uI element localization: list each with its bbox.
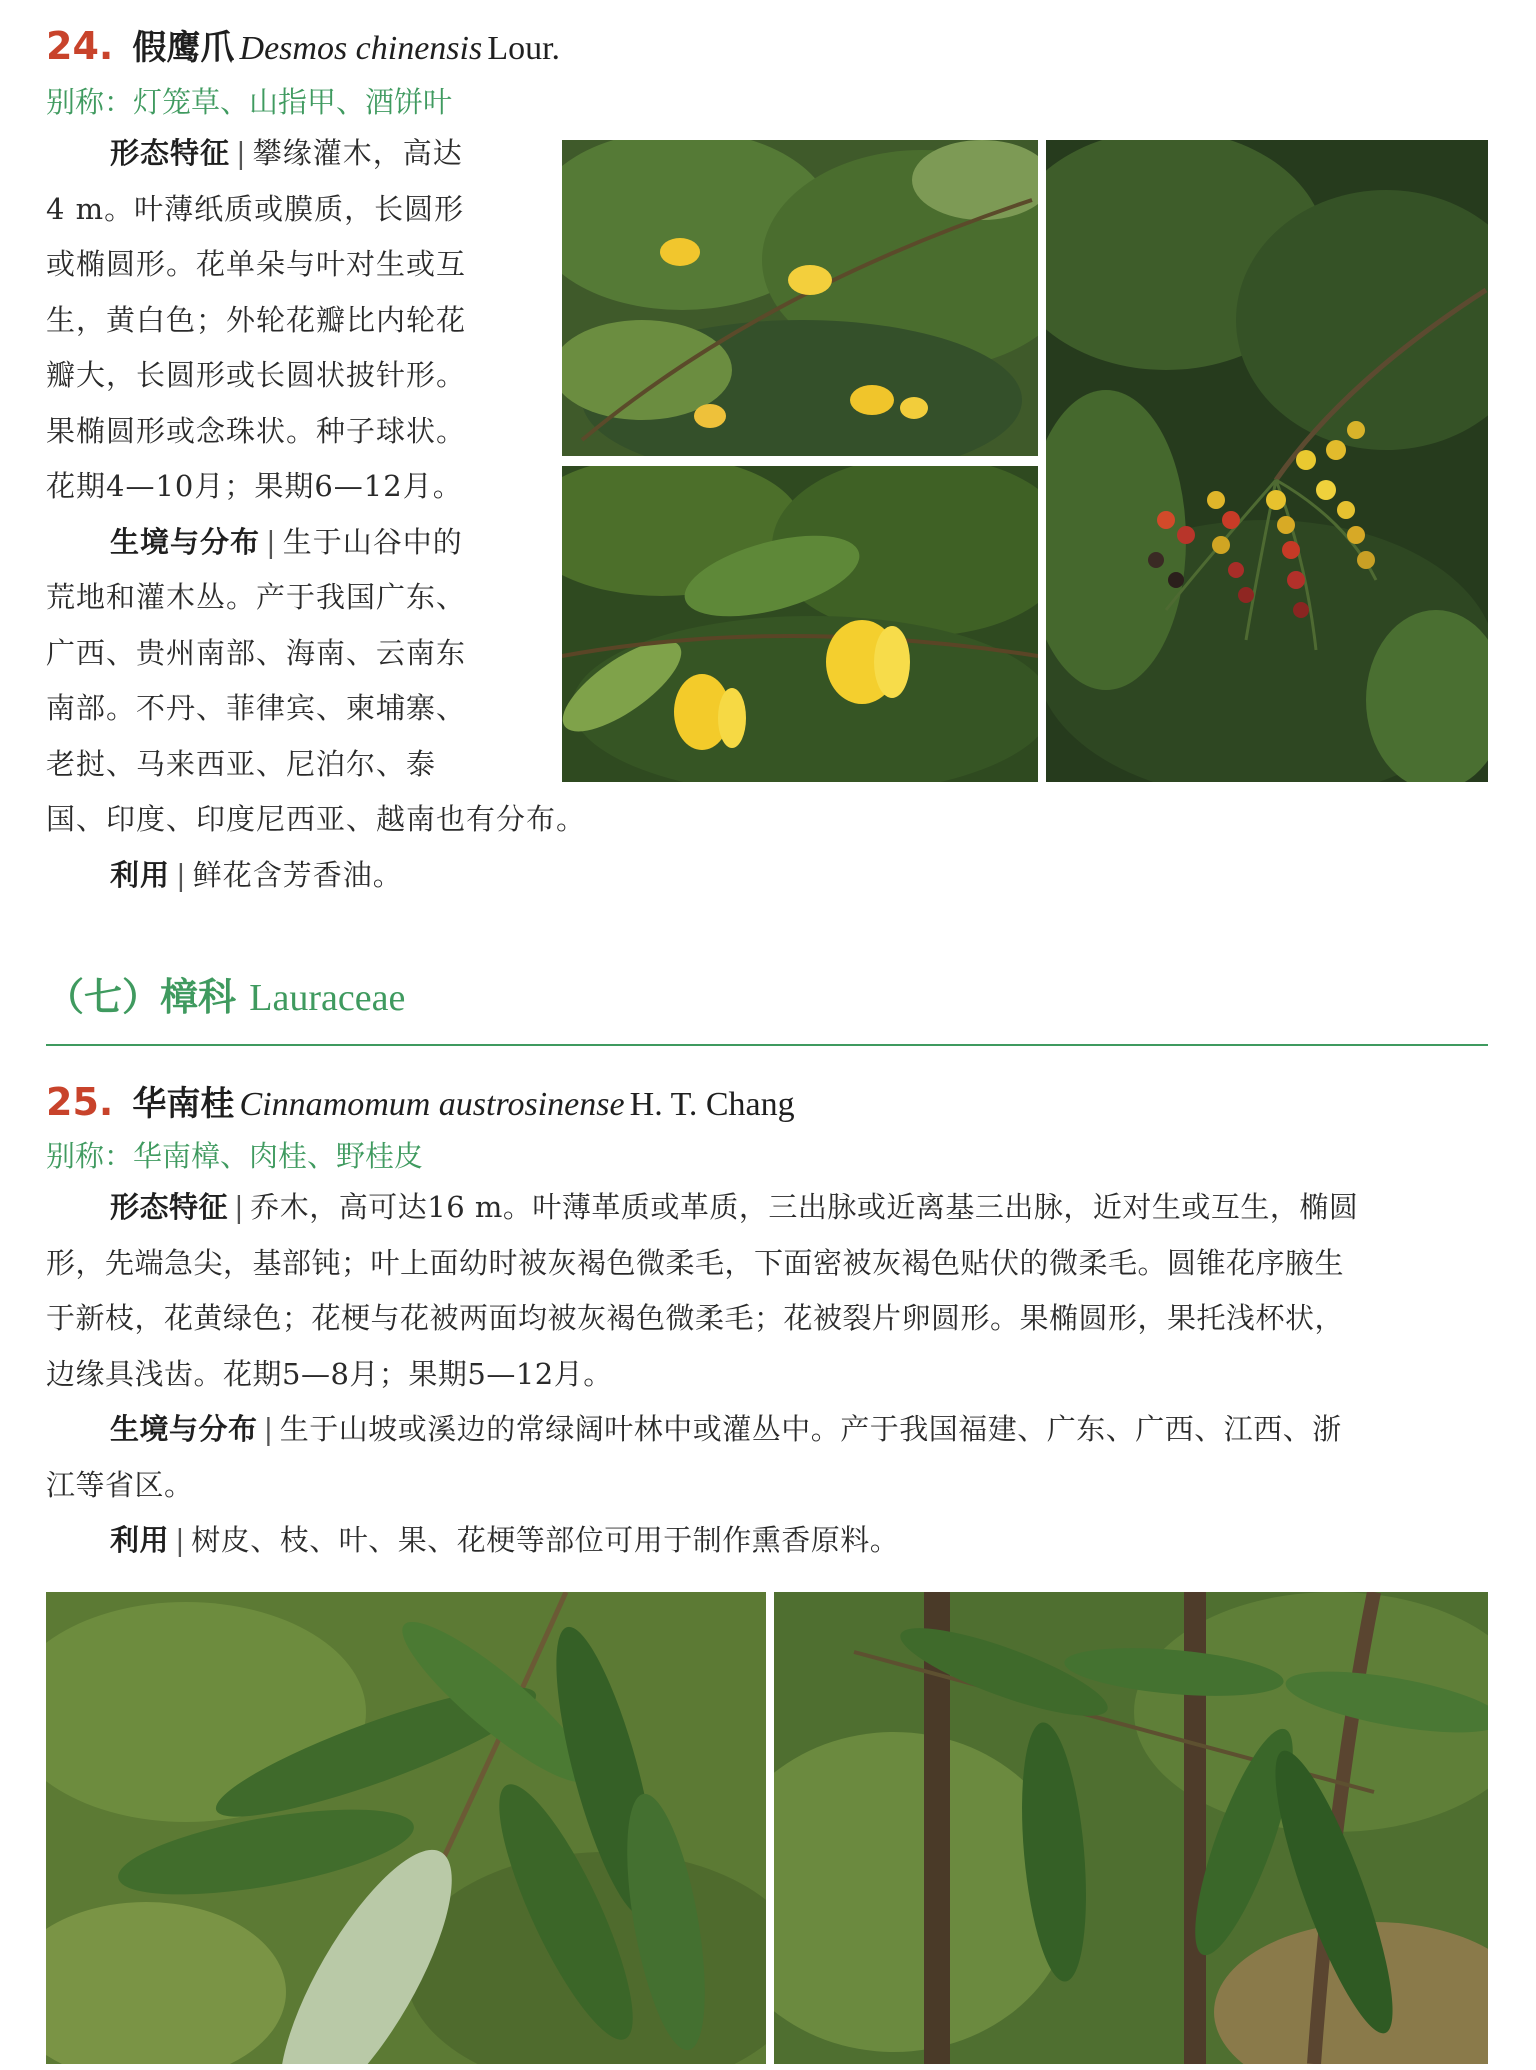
use-text: 鲜花含芳香油。 [192, 857, 403, 892]
text-line: 形，先端急尖，基部钝；叶上面幼时被灰褐色微柔毛，下面密被灰褐色贴伏的微柔毛。圆锥花序腋生 [46, 1245, 1345, 1280]
text-line: 荒地和灌木丛。产于我国广东、 [46, 580, 467, 614]
photo-shrub-branches [774, 1592, 1488, 2064]
photo-leaves-underside [46, 1592, 766, 2064]
species-latin-name: Cinnamomum austrosinense [239, 1086, 625, 1123]
text-line: 生，黄白色；外轮花瓣比内轮花 [46, 302, 467, 337]
species-author: H. T. Chang [629, 1086, 795, 1123]
use-label: 利用 [110, 1523, 170, 1557]
species-25-description [46, 1180, 1496, 1569]
species-number: 24. [46, 24, 114, 68]
text-line: 于新枝，花黄绿色；花梗与花被两面均被灰褐色微柔毛；花被裂片卵圆形。果椭圆形，果托浅杯状， [46, 1301, 1345, 1335]
use-text: 树皮、枝、叶、果、花梗等部位可用于制作熏香原料。 [191, 1523, 900, 1557]
text-line: 攀缘灌木，高达 [252, 136, 463, 170]
morph-label: 形态特征 [110, 1190, 229, 1224]
species-latin-name: Desmos chinensis [239, 30, 483, 67]
text-line: 花期4—10月；果期6—12月。 [46, 469, 463, 503]
text-line: 南部。不丹、菲律宾、柬埔寨、 [46, 691, 467, 725]
text-line: 江等省区。 [46, 1467, 194, 1502]
morph-first-line: 形态特征 | 攀缘灌木，高达 [110, 136, 463, 170]
habitat-label: 生境与分布 [110, 1412, 258, 1446]
text-line: 或椭圆形。花单朵与叶对生或互 [46, 247, 467, 281]
habitat-first-line: 生境与分布 | 生于山谷中的 [110, 524, 463, 559]
section-title: （七）樟科 [46, 975, 237, 1019]
morph-first-line: 形态特征 | 乔木，高可达16 m。叶薄革质或革质，三出脉或近离基三出脉，近对生或互生，椭圆 [110, 1190, 1359, 1224]
species-chinese-name: 华南桂 [132, 1084, 235, 1124]
text-line: 国、印度、印度尼西亚、越南也有分布。 [46, 802, 587, 836]
species-author: Lour. [487, 30, 561, 67]
habitat-label: 生境与分布 [110, 524, 261, 559]
text-line: 生于山坡或溪边的常绿阔叶林中或灌丛中。产于我国福建、广东、广西、江西、浙 [279, 1412, 1342, 1446]
use-label: 利用 [110, 857, 171, 892]
species-chinese-name: 假鹰爪 [132, 28, 235, 68]
text-line: 瓣大，长圆形或长圆状披针形。 [46, 358, 467, 392]
morph-label: 形态特征 [110, 136, 231, 170]
photo-yellow-flowers [562, 466, 1038, 782]
species-24-alias: 别称：灯笼草、山指甲、酒饼叶 [46, 85, 453, 119]
text-line: 乔木，高可达16 m。叶薄革质或革质，三出脉或近离基三出脉，近对生或互生，椭圆 [250, 1190, 1359, 1224]
section-heading [46, 966, 405, 1021]
species-25-heading [46, 1076, 795, 1125]
section-latin: Lauraceae [249, 977, 406, 1019]
species-25-alias: 别称：华南樟、肉桂、野桂皮 [46, 1139, 424, 1173]
species-24-heading [46, 20, 560, 69]
use-line: 利用 | 鲜花含芳香油。 [110, 857, 403, 892]
section-divider [46, 1044, 1488, 1046]
species-number: 25. [46, 1080, 114, 1124]
text-line: 广西、贵州南部、海南、云南东 [46, 635, 467, 670]
text-line: 果椭圆形或念珠状。种子球状。 [46, 413, 467, 448]
text-line: 生于山谷中的 [282, 524, 463, 559]
habitat-first-line: 生境与分布 | 生于山坡或溪边的常绿阔叶林中或灌丛中。产于我国福建、广东、广西、江西、浙 [110, 1412, 1342, 1446]
use-line: 利用 | 树皮、枝、叶、果、花梗等部位可用于制作熏香原料。 [110, 1523, 900, 1557]
text-line: 老挝、马来西亚、尼泊尔、泰 [46, 746, 437, 781]
photo-flowering-branch [562, 140, 1038, 456]
text-line: 4 m。叶薄纸质或膜质，长圆形 [46, 191, 465, 226]
text-line: 边缘具浅齿。花期5—8月；果期5—12月。 [46, 1356, 613, 1391]
photo-fruit-cluster [1046, 140, 1488, 782]
